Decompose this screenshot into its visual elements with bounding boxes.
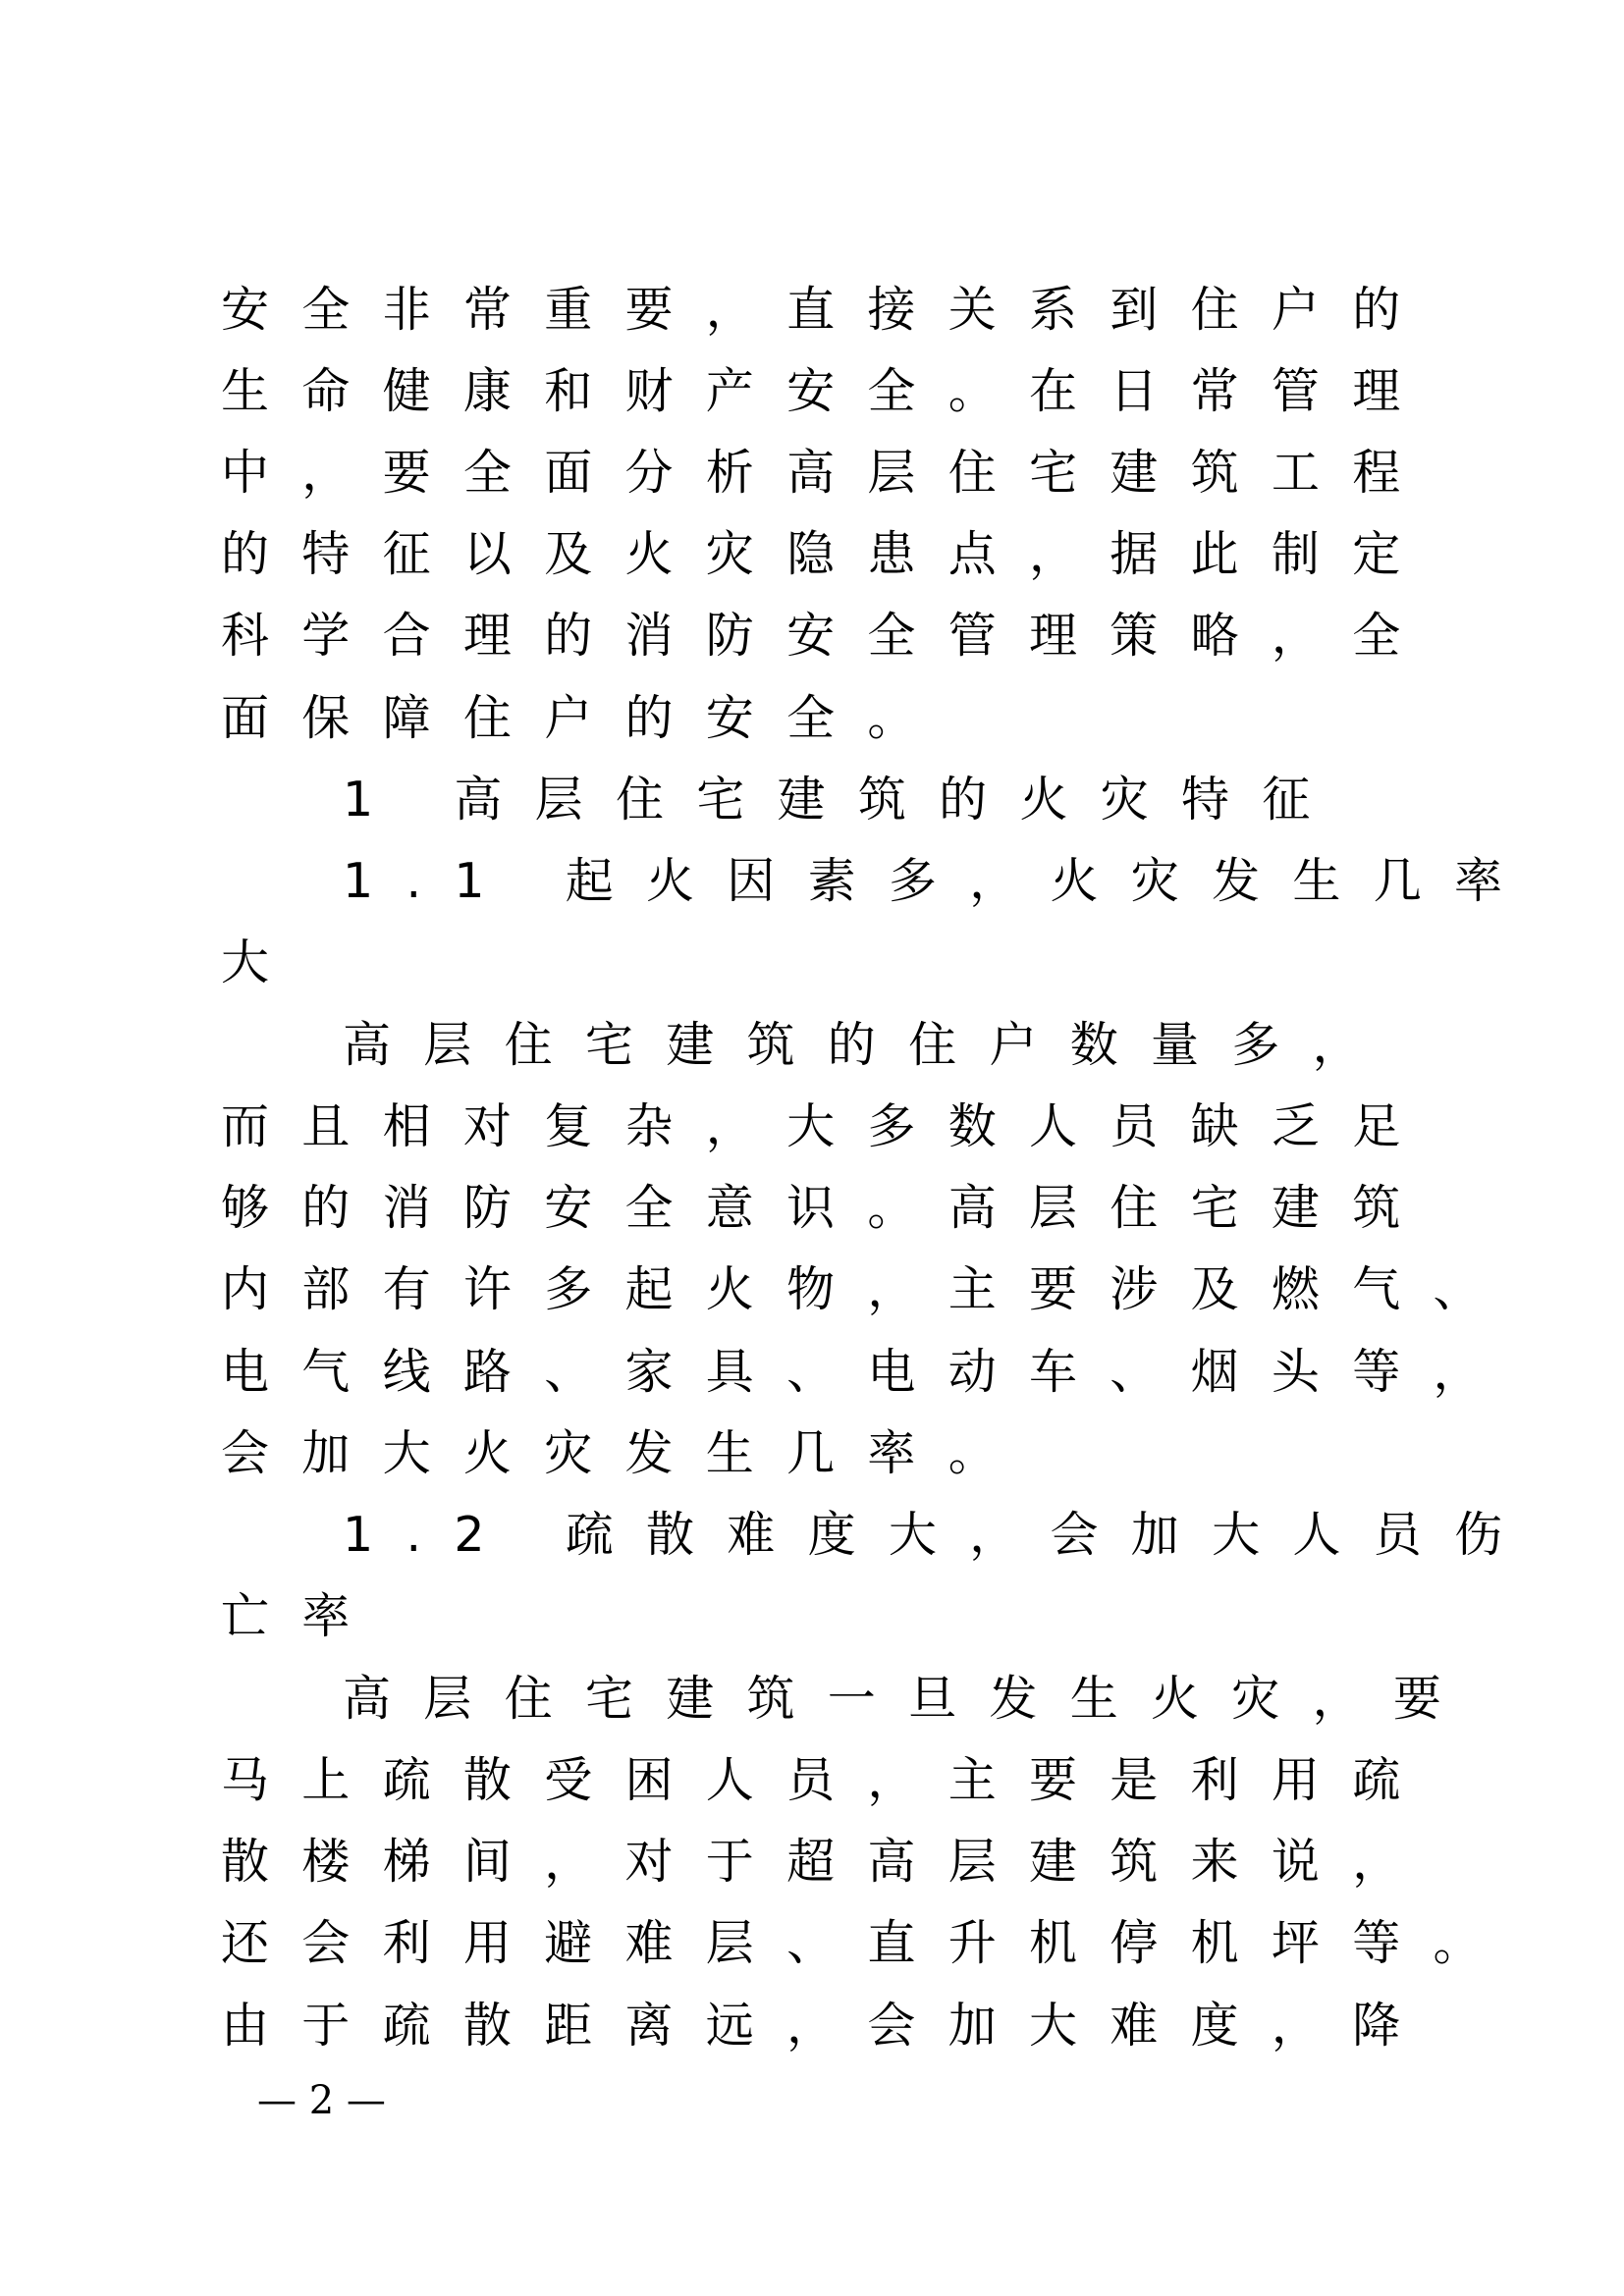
- paragraph-line: 而且相对复杂，大多数人员缺乏足: [221, 1098, 1434, 1154]
- paragraph-line: 高层住宅建筑的住户数量多，: [343, 1017, 1393, 1073]
- paragraph-line: 会加大火灾发生几率。: [221, 1425, 1030, 1481]
- paragraph-line: 电气线路、家具、电动车、烟头等，: [221, 1344, 1514, 1400]
- page-number: — 2 —: [257, 2078, 386, 2123]
- paragraph-line: 够的消防安全意识。高层住宅建筑: [221, 1180, 1434, 1236]
- paragraph-line: 由于疏散距离远，会加大难度，降: [221, 1998, 1434, 2054]
- paragraph-line: 中，要全面分析高层住宅建筑工程: [221, 445, 1434, 501]
- paragraph-line: 的特征以及火灾隐患点，据此制定: [221, 526, 1434, 582]
- paragraph-line: 散楼梯间，对于超高层建筑来说，: [221, 1834, 1434, 1890]
- subsection-heading-continued: 亡率: [221, 1588, 383, 1644]
- paragraph-line: 内部有许多起火物，主要涉及燃气、: [221, 1261, 1514, 1317]
- subsection-heading: 1.2 疏散难度大，会加大人员伤: [343, 1507, 1536, 1563]
- subsection-heading-continued: 大: [221, 934, 302, 990]
- paragraph-line: 高层住宅建筑一旦发生火灾，要: [343, 1671, 1475, 1727]
- paragraph-line: 面保障住户的安全。: [221, 690, 948, 746]
- section-heading: 1 高层住宅建筑的火灾特征: [343, 772, 1343, 828]
- paragraph-line: 生命健康和财产安全。在日常管理: [221, 363, 1434, 419]
- paragraph-line: 安全非常重要，直接关系到住户的: [221, 282, 1434, 338]
- paragraph-line: 还会利用避难层、直升机停机坪等。: [221, 1915, 1514, 1971]
- paragraph-line: 马上疏散受困人员，主要是利用疏: [221, 1752, 1434, 1808]
- subsection-heading: 1.1 起火因素多，火灾发生几率: [343, 853, 1536, 909]
- paragraph-line: 科学合理的消防安全管理策略，全: [221, 608, 1434, 664]
